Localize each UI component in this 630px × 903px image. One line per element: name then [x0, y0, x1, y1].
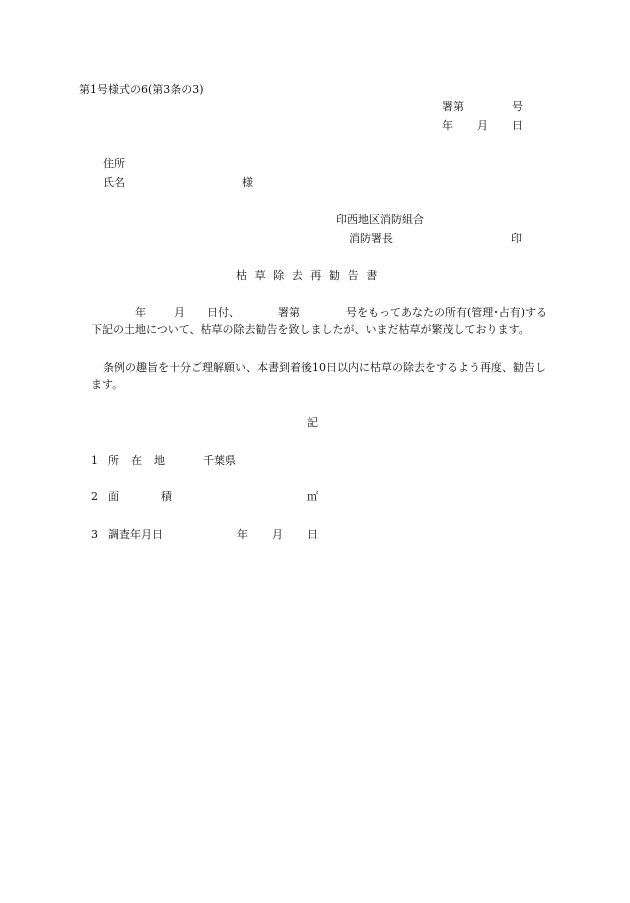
item-2-unit: ㎡	[307, 490, 318, 503]
item-3-month: 月	[272, 528, 283, 541]
name-label: 氏名	[103, 176, 125, 189]
item-3-label: 調査年月日	[108, 528, 163, 541]
item-1-label: 所在地	[108, 454, 177, 467]
honorific: 様	[242, 176, 253, 189]
item-2-number: 2	[91, 490, 98, 503]
ki-heading: 記	[307, 416, 318, 429]
item-3-year: 年	[237, 528, 248, 541]
item-2-label: 面積	[108, 490, 214, 503]
seal-mark: 印	[511, 232, 522, 245]
sender-organization: 印西地区消防組合	[336, 213, 424, 226]
form-number: 第1号様式の6(第3条の3)	[79, 83, 204, 96]
item-3-number: 3	[91, 528, 98, 541]
item-1-value: 千葉県	[203, 454, 236, 467]
p1-month: 月	[174, 306, 185, 319]
sender-title: 消防署長	[349, 232, 393, 245]
doc-number-prefix: 署第	[442, 100, 464, 113]
p1-rest: 号をもってあなたの所有(管理･占有)する下記の土地について、枯草の除去勧告を致しましたが、いまだ枯草が繁茂しております。	[91, 306, 548, 336]
p1-office: 署第	[278, 306, 300, 319]
address-label: 住所	[103, 157, 125, 170]
p1-day: 日付、	[207, 306, 240, 319]
p1-year: 年	[135, 306, 146, 319]
doc-number-suffix: 号	[512, 100, 523, 113]
p2-text: 条例の趣旨を十分ご理解願い、本書到着後10日以内に枯草の除去をするよう再度、勧告します。	[91, 361, 546, 391]
item-1-number: 1	[91, 454, 98, 467]
date-month: 月	[477, 119, 488, 132]
paragraph-1	[91, 304, 551, 338]
date-year: 年	[442, 119, 453, 132]
paragraph-2	[91, 359, 551, 393]
item-3-day: 日	[307, 528, 318, 541]
date-day: 日	[512, 119, 523, 132]
document-title: 枯草除去再勧告書	[236, 269, 385, 282]
